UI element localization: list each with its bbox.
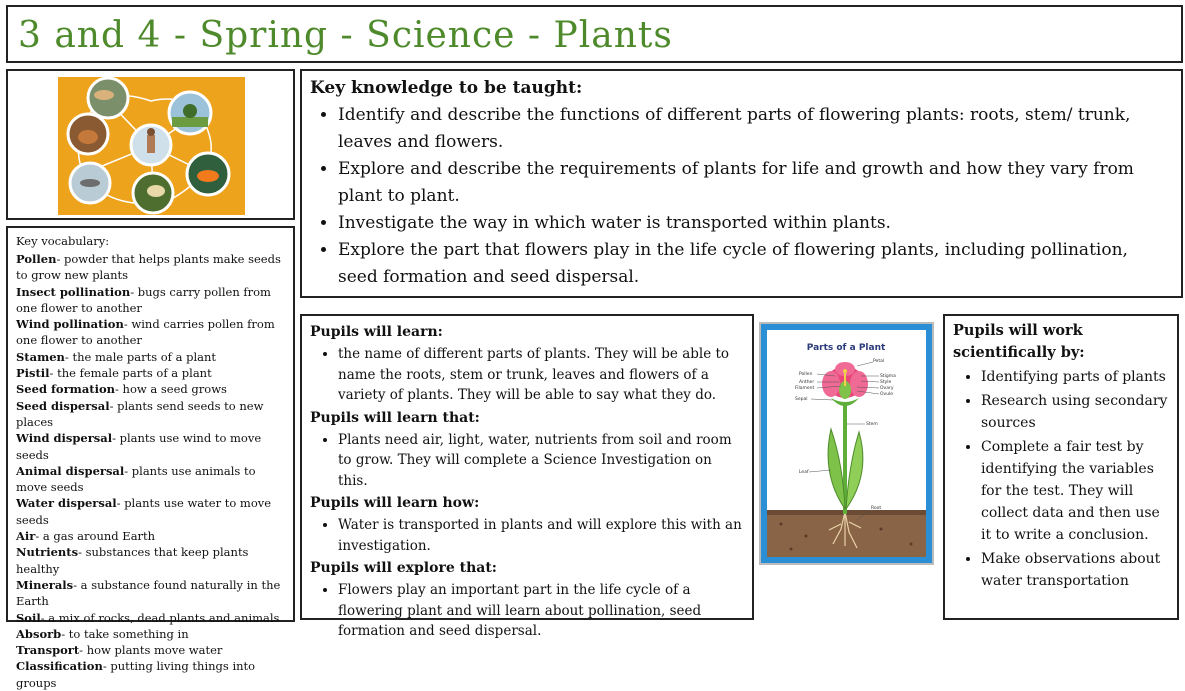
vocab-item: [16, 381, 287, 397]
vocab-item: [16, 349, 287, 365]
vocab-term: Soil: [16, 610, 41, 625]
learn-how-item: • Water is transported in plants and will explore this with an investigation.: [338, 515, 744, 556]
page-title: 3 and 4 - Spring - Science - Plants: [18, 15, 673, 56]
vocab-item: [16, 610, 287, 626]
label-filament: Filament: [795, 386, 815, 391]
work-scientifically-list: [953, 366, 1169, 592]
vocab-definition: - a substance found naturally in the Earth: [16, 577, 281, 609]
vocab-term: Minerals: [16, 577, 74, 592]
work-item: • Make observations about water transportation: [981, 548, 1169, 592]
learn-item: • the name of different parts of plants. They will be able to name the roots, stem or trunk, leaves and flowers of a variety of plants. They will be able to say what they do.: [338, 344, 744, 406]
vocab-term: Animal dispersal: [16, 463, 125, 478]
key-knowledge-item: • Explore the part that flowers play in the life cycle of flowering plants, including pollination, seed formation and seed dispersal.: [338, 237, 1171, 291]
vocab-term: Air: [16, 529, 36, 544]
vocab-item: [16, 528, 287, 544]
vocab-item: [16, 316, 287, 349]
vocab-definition: - substances that keep plants healthy: [16, 545, 249, 576]
learn-list: [310, 344, 744, 406]
plant-diagram-panel: [759, 322, 934, 565]
living-things-collage: [8, 71, 293, 218]
label-style: Style: [880, 380, 892, 385]
vocab-term: Seed formation: [16, 382, 115, 397]
work-item: • Identifying parts of plants: [981, 366, 1169, 388]
vocab-term: Water dispersal: [16, 496, 117, 511]
explore-list: [310, 580, 744, 642]
vocab-definition: - powder that helps plants make seeds to grow new plants: [16, 252, 281, 283]
label-petal: Petal: [873, 359, 885, 364]
vocab-definition: - how a seed grows: [115, 382, 227, 397]
vocab-definition: - putting living things into groups: [16, 659, 256, 690]
key-knowledge-item: • Investigate the way in which water is transported within plants.: [338, 210, 1171, 237]
vocab-definition: - a mix of rocks, dead plants and animals: [40, 610, 280, 625]
vocab-item: [16, 463, 287, 496]
learn-how-list: [310, 515, 744, 556]
vocab-definition: - how plants move water: [79, 643, 223, 658]
vocab-item: [16, 642, 287, 658]
vocab-item: [16, 577, 287, 610]
vocab-definition: - the male parts of a plant: [64, 349, 217, 364]
label-stem: Stem: [866, 422, 878, 427]
vocab-definition: - plants use animals to move seeds: [16, 463, 256, 495]
vocab-item: [16, 495, 287, 528]
title-banner: [6, 5, 1183, 63]
vocab-term: Pistil: [16, 366, 50, 381]
vocab-term: Wind dispersal: [16, 431, 113, 446]
learn-that-list: [310, 430, 744, 492]
vocab-term: Seed dispersal: [16, 398, 110, 413]
work-item: • Complete a fair test by identifying the variables for the test. They will collect data and then use it to write a conclusion.: [981, 436, 1169, 546]
image-panel: [6, 69, 295, 220]
vocab-term: Wind pollination: [16, 317, 124, 332]
vocab-definition: - plants use wind to move seeds: [16, 431, 262, 462]
vocab-item: [16, 398, 287, 431]
vocab-term: Nutrients: [16, 545, 79, 560]
vocab-item: [16, 365, 287, 381]
label-stigma: Stigma: [880, 374, 896, 379]
key-knowledge-item: • Identify and describe the functions of different parts of flowering plants: roots, stem/ trunk, leaves and flowers.: [338, 102, 1171, 156]
parts-of-a-plant-diagram: [761, 324, 932, 563]
diagram-title: Parts of a Plant: [806, 343, 886, 353]
label-ovule: Ovule: [880, 392, 894, 397]
vocab-definition: - the female parts of a plant: [49, 366, 212, 381]
key-knowledge-item: • Explore and describe the requirements of plants for life and growth and how they vary from plant to plant.: [338, 156, 1171, 210]
pupils-learn-panel: [300, 314, 754, 639]
vocab-term: Absorb: [16, 626, 62, 641]
vocab-item: [16, 544, 287, 577]
key-knowledge-panel: [300, 69, 1183, 298]
vocab-term: Stamen: [16, 349, 65, 364]
label-ovary: Ovary: [880, 386, 894, 391]
explore-heading: Pupils will explore that:: [310, 560, 497, 576]
vocab-definition: - wind carries pollen from one flower to another: [16, 317, 275, 348]
vocabulary-list: [16, 251, 287, 691]
vocab-item: [16, 284, 287, 317]
vocabulary-heading: Key vocabulary:: [16, 234, 110, 248]
work-scientifically-panel: [943, 314, 1179, 620]
vocab-item: [16, 658, 287, 691]
work-scientifically-heading: Pupils will work scientifically by:: [953, 322, 1085, 361]
learn-heading: Pupils will learn:: [310, 324, 443, 340]
vocab-term: Transport: [16, 643, 80, 658]
label-sepal: Sepal: [795, 397, 808, 402]
key-knowledge-list: [310, 102, 1171, 291]
explore-item: • Flowers play an important part in the life cycle of a flowering plant and will learn about pollination, seed formation and seed dispersal.: [338, 580, 744, 642]
vocabulary-panel: [6, 226, 295, 690]
vocab-item: [16, 251, 287, 284]
vocab-definition: - plants use water to move seeds: [16, 496, 272, 527]
vocab-term: Classification: [16, 659, 103, 674]
key-knowledge-heading: Key knowledge to be taught:: [310, 78, 583, 98]
learn-that-heading: Pupils will learn that:: [310, 409, 480, 426]
label-leaf: Leaf: [799, 470, 809, 475]
vocab-term: Insect pollination: [16, 284, 131, 299]
vocab-definition: - a gas around Earth: [35, 529, 156, 544]
label-root: Root: [871, 506, 882, 511]
label-anther: Anther: [799, 380, 815, 385]
learn-that-item: • Plants need air, light, water, nutrients from soil and room to grow. They will complete a Science Investigation on this.: [338, 430, 744, 492]
label-pollen: Pollen: [799, 372, 813, 377]
vocab-term: Pollen: [16, 252, 57, 266]
vocab-item: [16, 430, 287, 463]
vocab-item: [16, 626, 287, 642]
vocab-definition: - bugs carry pollen from one flower to another: [16, 284, 271, 315]
learn-how-heading: Pupils will learn how:: [310, 495, 480, 511]
work-item: • Research using secondary sources: [981, 390, 1169, 434]
vocab-definition: - to take something in: [61, 626, 189, 641]
vocab-definition: - plants send seeds to new places: [16, 398, 264, 429]
